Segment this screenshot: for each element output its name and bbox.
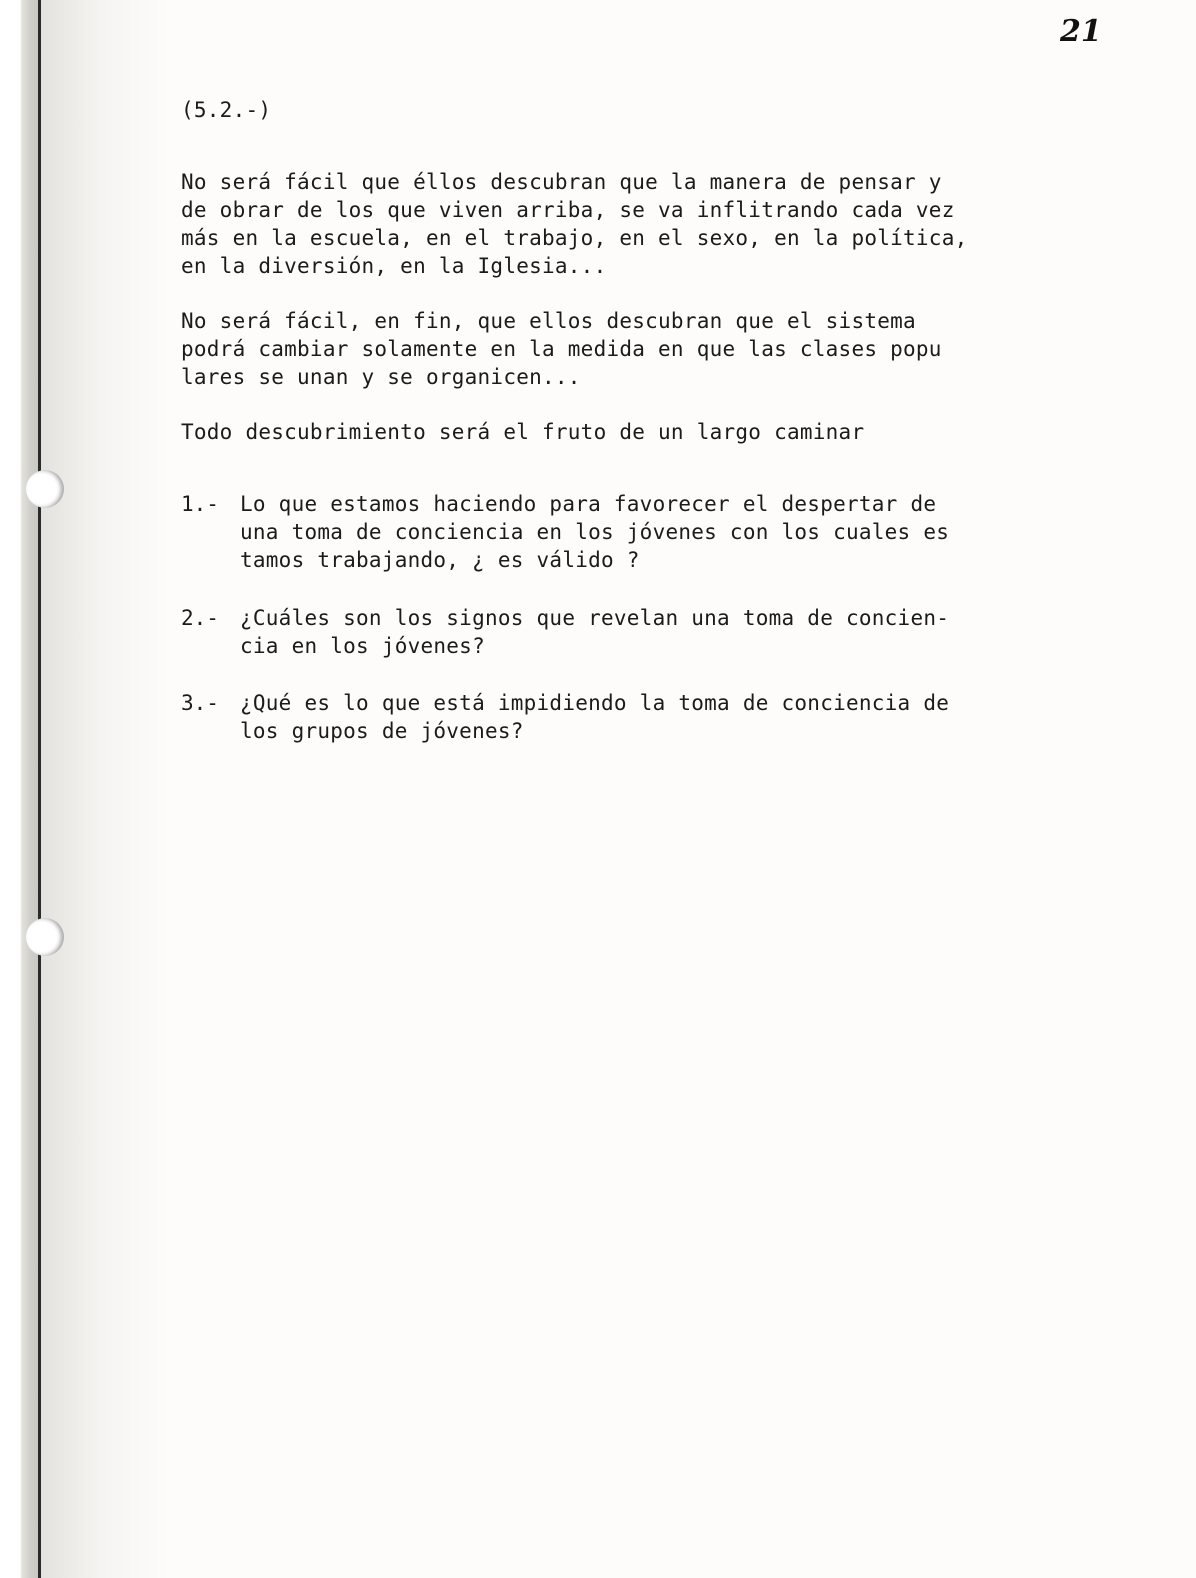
question-3-line-2: los grupos de jóvenes? <box>240 719 524 743</box>
paragraph-2-line-2: podrá cambiar solamente en la medida en que las clases popu <box>181 337 942 361</box>
punch-hole-top <box>26 470 64 508</box>
paragraph-1-line-1: No será fácil que éllos descubran que la manera de pensar y <box>181 170 942 194</box>
paragraph-2-line-3: lares se unan y se organicen... <box>181 365 581 389</box>
handwritten-page-number: 21 <box>1060 14 1102 49</box>
question-2-line-2: cia en los jóvenes? <box>240 634 485 658</box>
section-reference: (5.2.-) <box>181 98 272 122</box>
paragraph-1-line-2: de obrar de los que viven arriba, se va inflitrando cada vez <box>181 198 955 222</box>
question-1-line-2: una toma de conciencia en los jóvenes con los cuales es <box>240 520 950 544</box>
question-1-number: 1.- <box>181 492 219 516</box>
paragraph-1-line-3: más en la escuela, en el trabajo, en el sexo, en la política, <box>181 226 968 250</box>
question-1-line-3: tamos trabajando, ¿ es válido ? <box>240 548 640 572</box>
scan-shadow <box>41 0 171 1578</box>
binding-strip <box>0 0 40 1578</box>
question-3-number: 3.- <box>181 691 219 715</box>
punch-hole-bottom <box>26 918 64 956</box>
question-1-line-1: Lo que estamos haciendo para favorecer el despertar de <box>240 492 937 516</box>
paragraph-2-line-1: No será fácil, en fin, que ellos descubran que el sistema <box>181 309 916 333</box>
question-2-line-1: ¿Cuáles son los signos que revelan una toma de concien- <box>240 606 950 630</box>
paragraph-3-line-1: Todo descubrimiento será el fruto de un largo caminar <box>181 420 865 444</box>
question-3-line-1: ¿Qué es lo que está impidiendo la toma de conciencia de <box>240 691 950 715</box>
question-2-number: 2.- <box>181 606 219 630</box>
paragraph-1-line-4: en la diversión, en la Iglesia... <box>181 254 607 278</box>
